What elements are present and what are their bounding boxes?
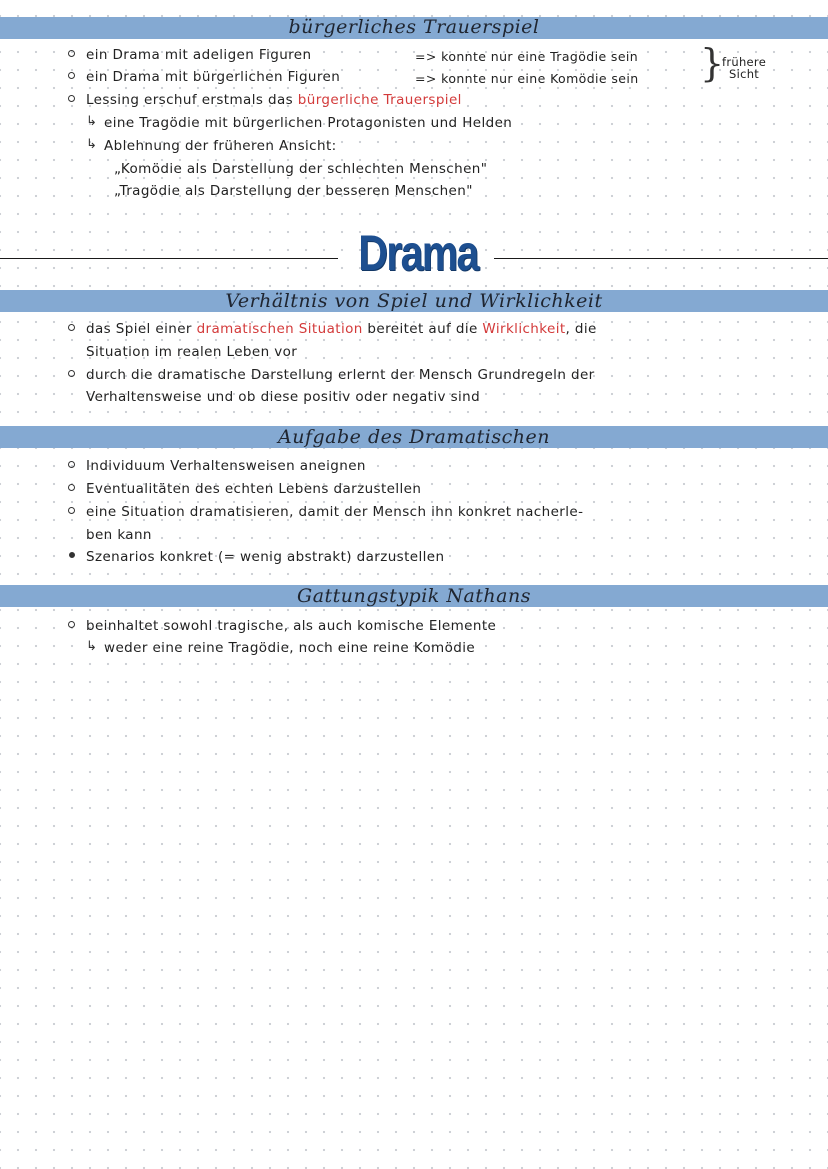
section-title-trauerspiel: bürgerliches Trauerspiel: [288, 16, 540, 38]
bullet: [68, 50, 75, 57]
list-item: durch die dramatische Darstellung erlernt der Mensch Grundregeln der: [86, 367, 595, 383]
lessing-line: Lessing erschuf erstmals das bürgerliche Trauerspiel: [86, 92, 462, 108]
bullet: [68, 507, 75, 514]
arrow-icon: ↳: [86, 137, 97, 152]
section-title-gattungstypik: Gattungstypik Nathans: [297, 585, 531, 607]
list-item-consequence: => konnte nur eine Komödie sein: [415, 71, 639, 86]
list-item: eine Situation dramatisieren, damit der Mensch ihn konkret nacherle-: [86, 504, 584, 520]
sub-item: weder eine reine Tragödie, noch eine reine Komödie: [104, 640, 476, 656]
brace-icon: }: [700, 41, 725, 85]
quote-line: „Komödie als Darstellung der schlechten Menschen": [114, 161, 488, 177]
list-item: ein Drama mit adeligen Figuren: [86, 47, 312, 63]
highlight-red: bürgerliche Trauerspiel: [297, 92, 462, 108]
list-item-continuation: ben kann: [86, 527, 152, 543]
list-item: das Spiel einer dramatischen Situation bereitet auf die Wirklichkeit, die: [86, 321, 597, 337]
bullet: [68, 72, 75, 79]
list-item-consequence: => konnte nur eine Tragödie sein: [415, 49, 639, 64]
heading-rule-right: [494, 258, 828, 259]
bullet: [68, 484, 75, 491]
heading-rule-left: [0, 258, 338, 259]
list-item: Individuum Verhaltensweisen aneignen: [86, 458, 366, 474]
page-title: Drama: [358, 225, 478, 281]
list-item: ein Drama mit bürgerlichen Figuren: [86, 69, 341, 85]
bullet: [68, 461, 75, 468]
section-title-aufgabe: Aufgabe des Dramatischen: [278, 426, 550, 448]
list-item: beinhaltet sowohl tragische, als auch komische Elemente: [86, 618, 497, 634]
quote-line: „Tragödie als Darstellung der besseren Menschen": [114, 183, 473, 199]
bullet: [68, 324, 75, 331]
bullet: [68, 621, 75, 628]
section-title-spiel-wirklichkeit: Verhältnis von Spiel und Wirklichkeit: [225, 290, 603, 312]
arrow-icon: ↳: [86, 639, 97, 654]
bullet: [68, 370, 75, 377]
list-item-continuation: Situation im realen Leben vor: [86, 344, 298, 360]
list-item-continuation: Verhaltensweise und ob diese positiv oder negativ sind: [86, 389, 481, 405]
highlight-red: Wirklichkeit: [482, 321, 566, 337]
side-note: frühere Sicht: [722, 55, 767, 81]
bullet: [68, 95, 75, 102]
sub-item: Ablehnung der früheren Ansicht:: [104, 138, 337, 154]
arrow-icon: ↳: [86, 114, 97, 129]
bullet: [69, 552, 75, 558]
sub-item: eine Tragödie mit bürgerlichen Protagonisten und Helden: [104, 115, 513, 131]
list-item: Szenarios konkret (= wenig abstrakt) darzustellen: [86, 549, 445, 565]
highlight-red: dramatischen Situation: [196, 321, 363, 337]
list-item: Eventualitäten des echten Lebens darzustellen: [86, 481, 422, 497]
